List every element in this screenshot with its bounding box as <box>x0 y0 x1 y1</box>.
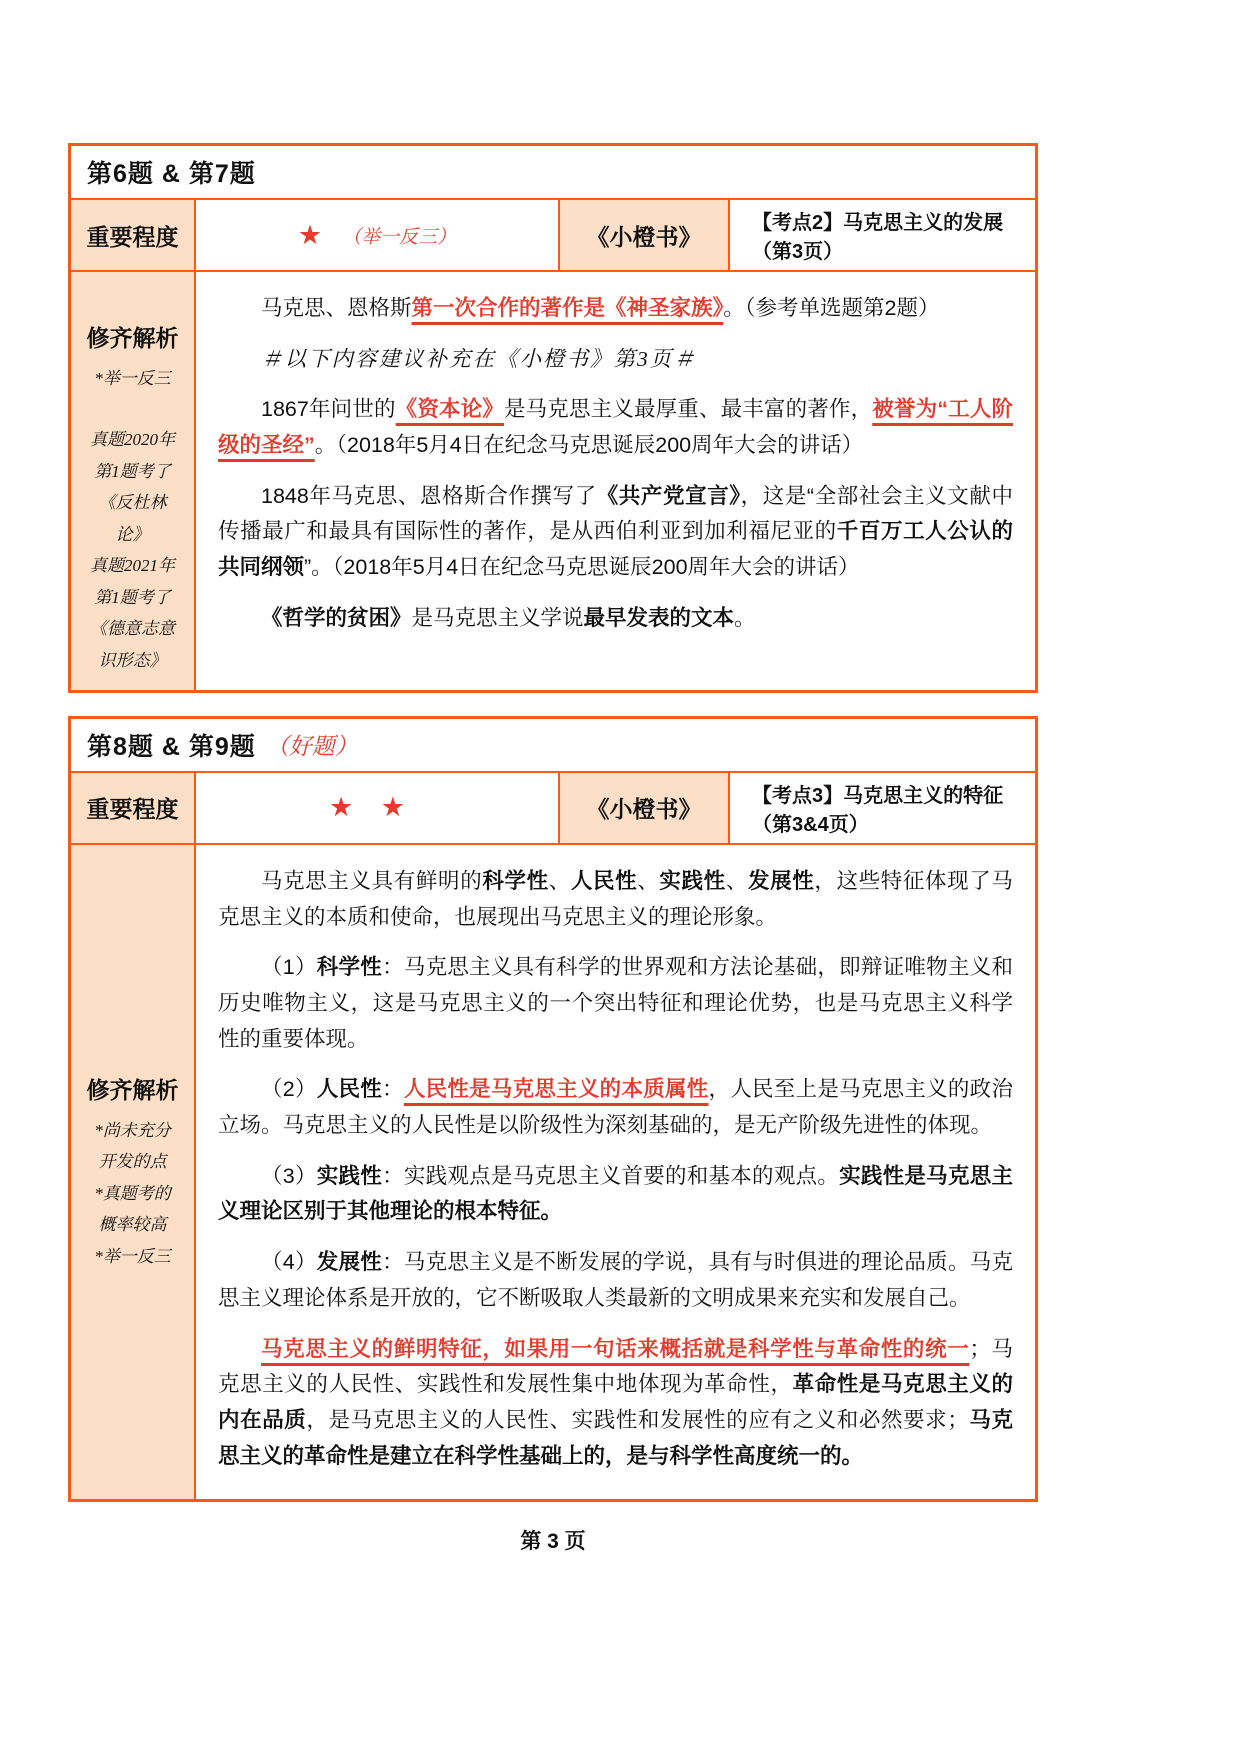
text-run: 人民性 <box>316 1077 383 1102</box>
text-run: 第一次合作的著作是《神圣家族》 <box>411 296 724 320</box>
document-column <box>68 143 1038 1555</box>
text-run: 人民性 <box>570 868 638 893</box>
text-run: 发展性 <box>316 1250 383 1275</box>
text-run: 、 <box>725 868 748 893</box>
paragraph <box>218 864 1013 935</box>
stars-note: （举一反三） <box>342 226 457 248</box>
sidebar-note-line: 开发的点 <box>98 1152 167 1172</box>
text-run: 《哲学的贫困》 <box>261 605 412 630</box>
paragraph <box>218 342 1013 378</box>
paragraph <box>218 291 1013 327</box>
paragraph <box>218 479 1013 586</box>
text-run: ；马克思主义的人民性、实践性和发展性集中地体现为革命性， <box>218 1336 1013 1397</box>
text-run: 最早发表的文本 <box>583 605 735 630</box>
analysis-sidebar-title: 修齐解析 <box>86 1077 179 1103</box>
book-name: 《小橙书》 <box>560 773 730 843</box>
text-run: ，这是“全部社会主义文献中传播最广和最具有国际性的著作，是从西伯利亚到加利福尼亚的 <box>218 483 1013 544</box>
text-run: 发展性 <box>747 868 815 893</box>
text-run: 被誉为“工人阶级的圣经” <box>218 397 1013 458</box>
sidebar-note-line: 《反杜林 <box>98 493 167 513</box>
text-run: 。（2018年5月4日在纪念马克思诞辰200周年大会的讲话） <box>314 433 864 458</box>
text-run: 是马克思主义学说 <box>411 605 584 630</box>
paragraph <box>218 1072 1013 1143</box>
exam-topic: 【考点3】马克思主义的特征（第3&4页） <box>752 784 1004 836</box>
text-run: 人民性是马克思主义的本质属性 <box>403 1077 709 1102</box>
paragraph <box>218 950 1013 1057</box>
sidebar-note-line: 第1题考了 <box>94 587 171 607</box>
question-block-6-7 <box>68 143 1038 693</box>
text-run: 千百万工人公认的共同纲领 <box>218 519 1013 580</box>
sidebar-note-line: 真题2020年 <box>90 430 175 450</box>
text-run: 。（参考单选题第2题） <box>723 296 940 320</box>
text-run: 《资本论》 <box>395 397 504 422</box>
analysis-row <box>71 845 1035 1499</box>
question-block-8-9 <box>68 716 1038 1502</box>
section-title-note: （好题） <box>265 734 358 760</box>
text-run: ”。（2018年5月4日在纪念马克思诞辰200周年大会的讲话） <box>304 555 860 580</box>
text-run: ，这些特征体现了马克思主义的本质和使命，也展现出马克思主义的理论形象。 <box>218 868 1013 929</box>
text-run: （1） <box>261 955 317 980</box>
sidebar-note-line: 识形态》 <box>98 650 167 670</box>
text-run: 、 <box>548 868 571 893</box>
sidebar-note-line <box>90 394 175 424</box>
text-run: 《共产党宣言》 <box>596 483 741 508</box>
text-run: 实践性 <box>316 1163 383 1188</box>
importance-row <box>71 200 1035 272</box>
analysis-row <box>71 272 1035 690</box>
text-run: 马克思主义的鲜明特征，如果用一句话来概括就是科学性与革命性的统一 <box>261 1336 970 1361</box>
text-run: （4） <box>261 1250 317 1275</box>
section-header <box>71 146 1035 200</box>
analysis-sidebar-notes <box>94 1115 171 1272</box>
sidebar-note-line: 概率较高 <box>98 1215 167 1235</box>
sidebar-note-line: *举一反三 <box>94 369 171 388</box>
sidebar-note-line: 第1题考了 <box>94 461 171 481</box>
page-number: 第 3 页 <box>520 1530 586 1554</box>
section-title: 第6题 & 第7题 <box>87 160 256 188</box>
text-run: ：马克思主义具有科学的世界观和方法论基础，即辩证唯物主义和历史唯物主义，这是马克思主义的一个突出特征和理论优势，也是马克思主义科学性的重要体现。 <box>218 955 1013 1051</box>
analysis-sidebar-notes <box>90 363 175 676</box>
analysis-sidebar <box>71 272 196 690</box>
text-run: 1867年问世的 <box>261 397 396 422</box>
importance-label: 重要程度 <box>71 200 196 270</box>
text-run: 革命性是马克思主义的内在品质 <box>218 1372 1013 1432</box>
text-run: 科学性 <box>482 868 549 893</box>
sidebar-note-line: *尚未充分 <box>94 1121 171 1140</box>
text-run: 。 <box>734 605 756 630</box>
text-run: 、 <box>637 868 660 893</box>
analysis-sidebar <box>71 845 196 1499</box>
text-run: 实践性 <box>659 868 726 893</box>
sidebar-note-line: *真题考的 <box>94 1183 171 1203</box>
paragraph <box>218 392 1013 463</box>
text-run: 科学性 <box>316 955 383 980</box>
analysis-content <box>196 845 1035 1499</box>
text-run: 1848年马克思、恩格斯合作撰写了 <box>261 483 597 508</box>
text-run: ，人民至上是马克思主义的政治立场。马克思主义的人民性是以阶级性为深刻基础的，是无产阶级先进性的体现。 <box>218 1077 1013 1138</box>
text-run: 实践性是马克思主义理论区别于其他理论的根本特征。 <box>218 1163 1013 1224</box>
star-icon: ★ <box>297 219 333 250</box>
section-header <box>71 719 1035 773</box>
star-icon: ★ ★ <box>329 792 415 823</box>
text-run: ，是马克思主义的人民性、实践性和发展性的应有之义和必然要求； <box>306 1407 969 1432</box>
text-run: 是马克思主义最厚重、最丰富的著作， <box>503 397 873 422</box>
sidebar-note-line: 真题2021年 <box>90 556 175 576</box>
importance-stars-cell <box>196 200 560 270</box>
paragraph <box>218 1159 1013 1230</box>
importance-row <box>71 773 1035 845</box>
paragraph <box>218 601 1013 637</box>
text-run: （2） <box>261 1077 317 1102</box>
book-name: 《小橙书》 <box>560 200 730 270</box>
sidebar-note-line: *举一反三 <box>94 1246 171 1266</box>
paragraph <box>218 1245 1013 1316</box>
text-run: ：马克思主义是不断发展的学说，具有与时俱进的理论品质。马克思主义理论体系是开放的，它不断吸取人类最新的文明成果来充实和发展自己。 <box>218 1250 1013 1310</box>
text-run: 马克思主义的革命性是建立在科学性基础上的，是与科学性高度统一的。 <box>218 1407 1013 1468</box>
sidebar-note-line: 《德意志意 <box>90 619 175 639</box>
analysis-sidebar-title: 修齐解析 <box>86 325 179 351</box>
text-run: ＃以下内容建议补充在《小橙书》第3页＃ <box>261 346 697 371</box>
text-run: （3） <box>261 1163 317 1188</box>
paragraph <box>218 1332 1013 1475</box>
text-run: ： <box>382 1077 404 1102</box>
sidebar-note-line: 论》 <box>115 524 150 544</box>
importance-label: 重要程度 <box>71 773 196 843</box>
analysis-content <box>196 272 1035 690</box>
text-run: 马克思、恩格斯 <box>261 296 412 320</box>
text-run: 马克思主义具有鲜明的 <box>261 868 483 893</box>
importance-stars-cell <box>196 773 560 843</box>
text-run: ：实践观点是马克思主义首要的和基本的观点。 <box>382 1163 840 1188</box>
exam-topic: 【考点2】马克思主义的发展（第3页） <box>752 212 1004 263</box>
section-title: 第8题 & 第9题 <box>87 732 256 761</box>
